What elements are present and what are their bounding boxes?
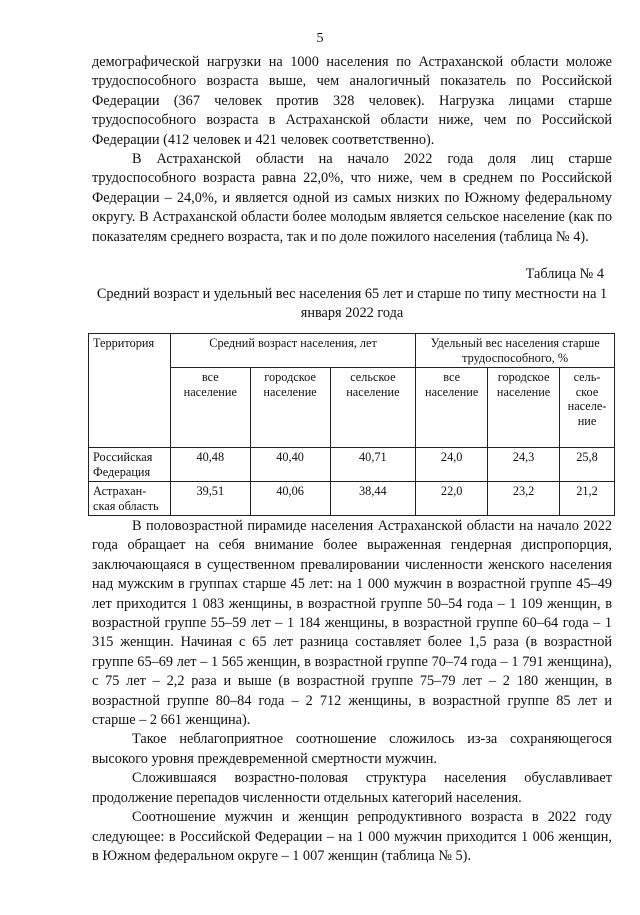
cell-value: 40,40 <box>250 448 330 482</box>
cell-value: 38,44 <box>330 482 416 516</box>
subheader-urban-population: городское население <box>488 368 560 448</box>
subheader-urban-population: городское население <box>250 368 330 448</box>
table-header-row <box>89 334 615 368</box>
header-average-age: Средний возраст населения, лет <box>170 334 415 368</box>
header-territory: Территория <box>89 334 171 448</box>
body-paragraph-1: В половозрастной пирамиде населения Астраханской области на начало 2022 года обращает на себя внимание более выраженная гендерная диспропорция, заключающаяся в существенном превалировании численности женского населения над мужским в группах старше 45 лет: на 1 000 мужчин в возрастной группе 45–49 лет приходится 1 083 женщины, в возрастной группе 50–54 года – 1 109 женщин, в возрастной группе 55–59 лет – 1 184 женщины, в возрастной группе 60–64 года – 1 315 женщин. Начиная с 65 лет разница составляет более 1,5 раза (в возрастной группе 65–69 лет – 1 565 женщин, в возрастной группе 70–74 года – 1 791 женщина), с 75 лет – 2,2 раза и выше (в возрастной группе 75–79 лет – 2 180 женщин, в возрастной группе 80–84 года – 2 712 женщины, в возрастной группе 85 лет и старше – 2 661 женщина). <box>92 518 612 729</box>
cell-value: 40,48 <box>170 448 250 482</box>
subheader-rural-population: сельское население <box>330 368 416 448</box>
cell-value: 25,8 <box>560 448 615 482</box>
cell-value: 23,2 <box>488 482 560 516</box>
cell-value: 40,71 <box>330 448 416 482</box>
body-paragraph-4: Соотношение мужчин и женщин репродуктивного возраста в 2022 году следующее: в Российской Федерации – на 1 000 мужчин приходится 1 006 женщин, в Южном федеральном округе – 1 007 женщин (таблица № 5). <box>92 809 612 864</box>
cell-value: 22,0 <box>416 482 488 516</box>
table-number: Таблица № 4 <box>525 266 604 282</box>
subheader-all-population: все население <box>416 368 488 448</box>
subheader-rural-population: сель-ское населе-ние <box>560 368 615 448</box>
cell-value: 24,0 <box>416 448 488 482</box>
row-territory: Российская Федерация <box>89 448 171 482</box>
intro-text <box>92 53 612 247</box>
cell-value: 39,51 <box>170 482 250 516</box>
body-paragraph-2: Такое неблагоприятное соотношение сложилось из-за сохраняющегося высокого уровня преждевременной смертности мужчин. <box>92 731 612 767</box>
subheader-all-population: все население <box>170 368 250 448</box>
intro-paragraph-2: В Астраханской области на начало 2022 года доля лиц старше трудоспособного возраста равна 22,0%, что ниже, чем в среднем по Российской Федерации – 24,0%, и является одной из самых низких по Южному федеральному округу. В Астраханской области более молодым является сельское население (как по показателям среднего возраста, так и по доле пожилого населения (таблица № 4). <box>92 151 612 245</box>
body-paragraph-3: Сложившаяся возрастно-половая структура населения обуславливает продолжение перепадов численности отдельных категорий населения. <box>92 770 612 806</box>
intro-paragraph-1: демографической нагрузки на 1000 населения по Астраханской области моложе трудоспособного возраста выше, чем аналогичный показатель по Российской Федерации (367 человек против 328 человек). Нагрузка лицами старше трудоспособного возраста в Астраханской области ниже, чем по Российской Федерации (412 человек и 421 человек соответственно). <box>92 54 612 148</box>
cell-value: 40,06 <box>250 482 330 516</box>
age-table <box>88 333 615 516</box>
cell-value: 24,3 <box>488 448 560 482</box>
header-share-elderly: Удельный вес населения старше трудоспособного, % <box>416 334 615 368</box>
table-row <box>89 448 615 482</box>
table-caption: Средний возраст и удельный вес населения 65 лет и старше по типу местности на 1 января 2022 года <box>96 286 608 321</box>
cell-value: 21,2 <box>560 482 615 516</box>
page-number: 5 <box>316 31 324 46</box>
body-text <box>92 517 612 866</box>
row-territory: Астрахан-ская область <box>89 482 171 516</box>
table-row <box>89 482 615 516</box>
